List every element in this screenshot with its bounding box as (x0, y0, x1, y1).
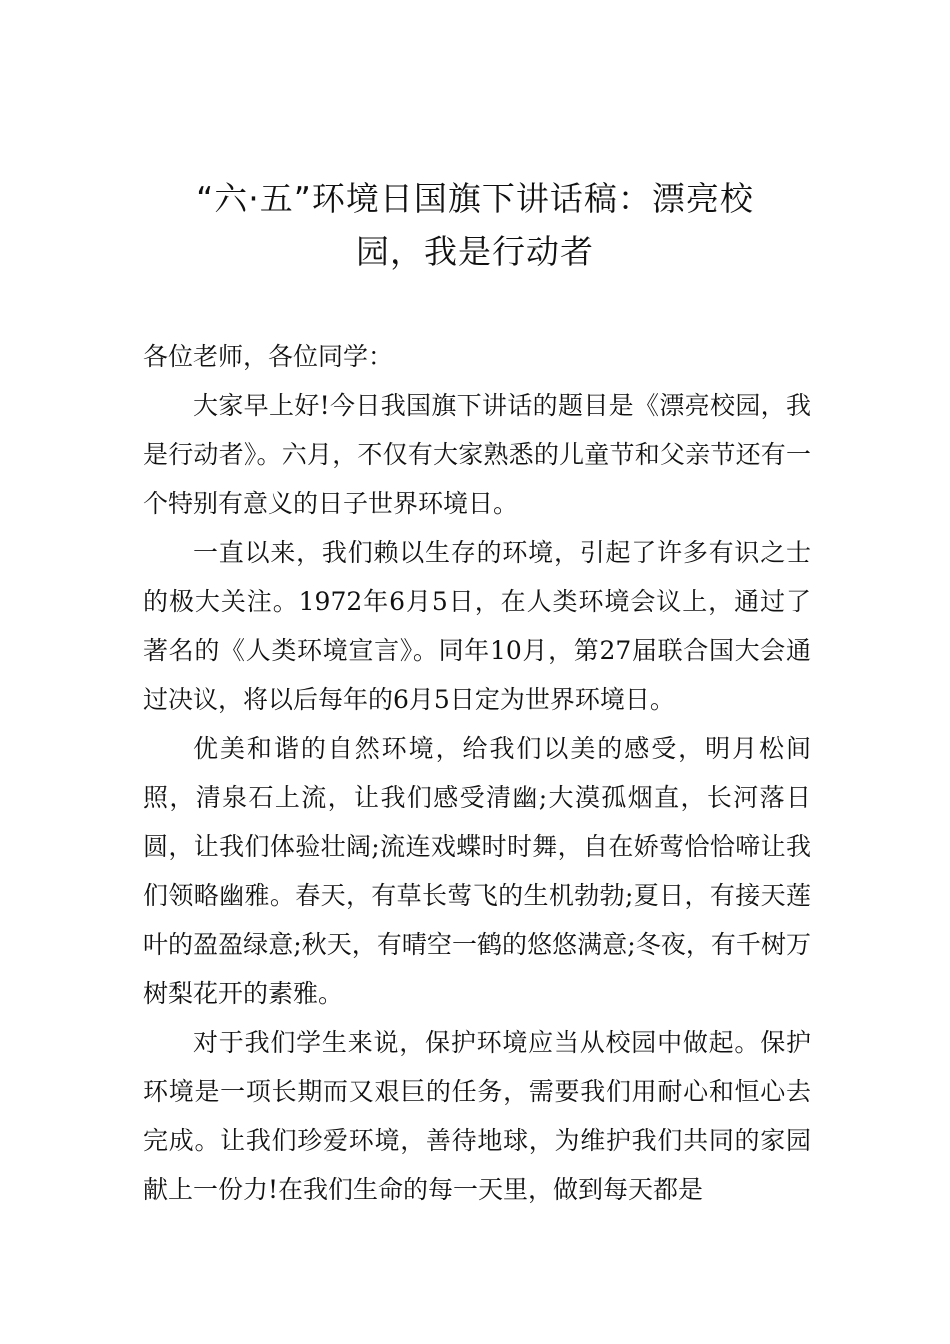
paragraph-3: 优美和谐的自然环境，给我们以美的感受，明月松间照，清泉石上流，让我们感受清幽;大漠孤烟直，长河落日圆，让我们体验壮阔;流连戏蝶时时舞，自在娇莺恰恰啼让我们领略幽雅。春天，有草长莺飞的生机勃勃;夏日，有接天莲叶的盈盈绿意;秋天，有晴空一鹤的悠悠满意;冬夜，有千树万树梨花开的素雅。 (143, 734, 811, 1008)
paragraph-4: 对于我们学生来说，保护环境应当从校园中做起。保护环境是一项长期而又艰巨的任务，需要我们用耐心和恒心去完成。让我们珍爱环境，善待地球，为维护我们共同的家园献上一份力!在我们生命的每一天里，做到每天都是 (143, 1028, 811, 1204)
title-line-1: “六·五”环境日国旗下讲话稿：漂亮校 (196, 179, 754, 218)
paragraph-1: 大家早上好!今日我国旗下讲话的题目是《漂亮校园，我是行动者》。六月，不仅有大家熟悉的儿童节和父亲节还有一个特别有意义的日子世界环境日。 (143, 391, 811, 518)
title-line-2: 园，我是行动者 (356, 232, 594, 271)
document-body (143, 332, 811, 1214)
document-title (140, 172, 810, 278)
salutation: 各位老师，各位同学： (143, 342, 394, 371)
paragraph-2: 一直以来，我们赖以生存的环境，引起了许多有识之士的极大关注。1972年6月5日，在人类环境会议上，通过了著名的《人类环境宣言》。同年10月，第27届联合国大会通过决议，将以后每年的6月5日定为世界环境日。 (143, 538, 811, 714)
